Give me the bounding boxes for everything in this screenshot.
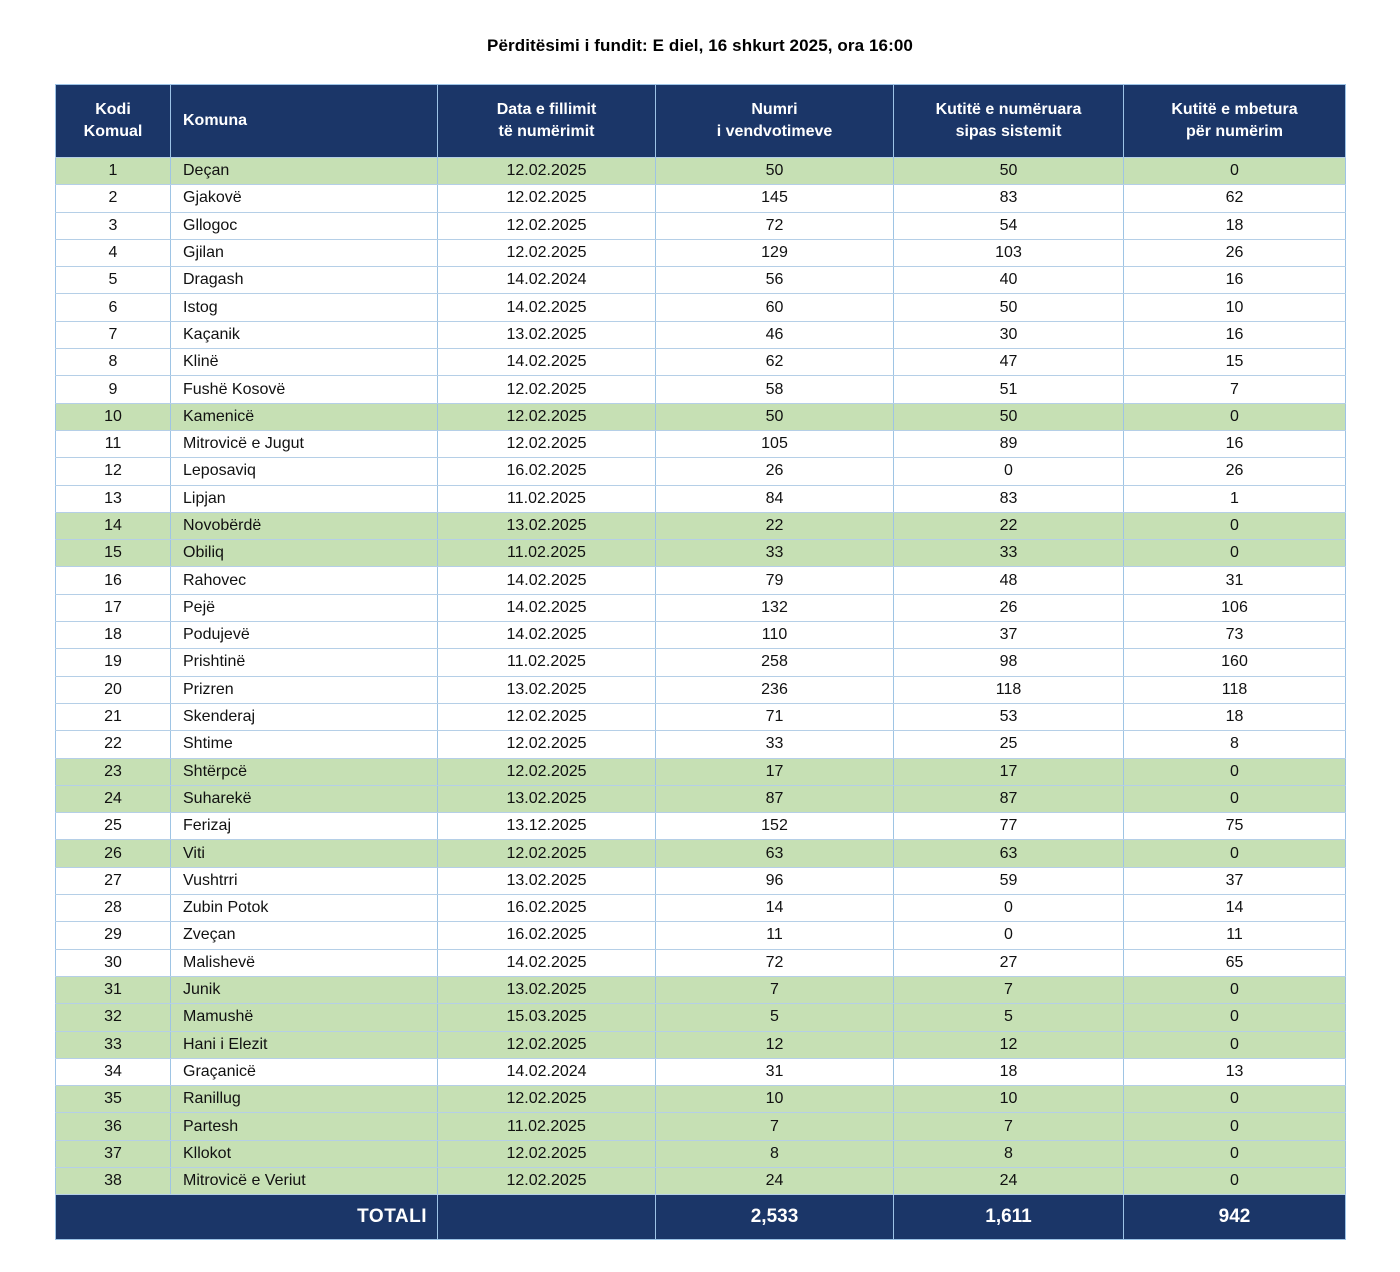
boxes-counted-count: 30 [894,321,1124,348]
polling-stations-count: 110 [656,622,894,649]
polling-stations-count: 50 [656,403,894,430]
boxes-remaining-count: 10 [1124,294,1346,321]
polling-stations-count: 132 [656,594,894,621]
municipality-name: Shtërpcë [171,758,438,785]
header-start-date [438,85,656,158]
municipality-name: Shtime [171,731,438,758]
boxes-counted-count: 63 [894,840,1124,867]
count-start-date: 13.02.2025 [438,976,656,1003]
polling-stations-count: 63 [656,840,894,867]
count-start-date: 12.02.2025 [438,731,656,758]
table-row [56,1031,1346,1058]
boxes-remaining-count: 18 [1124,212,1346,239]
boxes-counted-count: 7 [894,1113,1124,1140]
polling-stations-count: 62 [656,349,894,376]
boxes-counted-count: 53 [894,703,1124,730]
boxes-remaining-count: 0 [1124,1086,1346,1113]
boxes-counted-count: 17 [894,758,1124,785]
polling-stations-count: 71 [656,703,894,730]
header-line: Komuna [183,112,247,130]
count-start-date: 14.02.2025 [438,949,656,976]
table-row [56,731,1346,758]
header-line: të numërimit [498,123,595,140]
municipality-code: 6 [56,294,171,321]
polling-stations-count: 236 [656,676,894,703]
boxes-counted-count: 0 [894,895,1124,922]
boxes-counted-count: 77 [894,813,1124,840]
municipality-code: 17 [56,594,171,621]
polling-stations-count: 14 [656,895,894,922]
counting-results-table [55,84,1346,1240]
totals-boxes-counted: 1,611 [894,1195,1124,1240]
polling-stations-count: 58 [656,376,894,403]
polling-stations-count: 17 [656,758,894,785]
table-row [56,785,1346,812]
boxes-remaining-count: 118 [1124,676,1346,703]
polling-stations-count: 145 [656,185,894,212]
municipality-name: Dragash [171,267,438,294]
municipality-name: Prizren [171,676,438,703]
boxes-remaining-count: 0 [1124,976,1346,1003]
table-row [56,867,1346,894]
table-row [56,813,1346,840]
count-start-date: 12.02.2025 [438,212,656,239]
header-polling-stations [656,85,894,158]
polling-stations-count: 56 [656,267,894,294]
boxes-remaining-count: 7 [1124,376,1346,403]
polling-stations-count: 60 [656,294,894,321]
table-row [56,1140,1346,1167]
boxes-remaining-count: 0 [1124,785,1346,812]
table-row [56,649,1346,676]
municipality-code: 8 [56,349,171,376]
municipality-code: 14 [56,512,171,539]
boxes-counted-count: 0 [894,922,1124,949]
boxes-remaining-count: 0 [1124,512,1346,539]
table-row [56,158,1346,185]
boxes-counted-count: 5 [894,1004,1124,1031]
boxes-counted-count: 22 [894,512,1124,539]
count-start-date: 14.02.2025 [438,349,656,376]
municipality-code: 5 [56,267,171,294]
municipality-code: 11 [56,430,171,457]
municipality-name: Deçan [171,158,438,185]
municipality-name: Leposaviq [171,458,438,485]
polling-stations-count: 72 [656,949,894,976]
page-title: Përditësimi i fundit: E diel, 16 shkurt 2025, ora 16:00 [487,36,913,55]
polling-stations-count: 33 [656,731,894,758]
count-start-date: 16.02.2025 [438,895,656,922]
boxes-remaining-count: 16 [1124,267,1346,294]
count-start-date: 13.02.2025 [438,676,656,703]
boxes-counted-count: 118 [894,676,1124,703]
table-row [56,267,1346,294]
municipality-name: Suharekë [171,785,438,812]
boxes-counted-count: 33 [894,540,1124,567]
table-row [56,1058,1346,1085]
table-row [56,430,1346,457]
boxes-remaining-count: 1 [1124,485,1346,512]
municipality-name: Pejë [171,594,438,621]
boxes-counted-count: 59 [894,867,1124,894]
polling-stations-count: 5 [656,1004,894,1031]
table-row [56,403,1346,430]
municipality-name: Ferizaj [171,813,438,840]
municipality-code: 26 [56,840,171,867]
boxes-remaining-count: 14 [1124,895,1346,922]
municipality-code: 19 [56,649,171,676]
boxes-remaining-count: 16 [1124,430,1346,457]
count-start-date: 12.02.2025 [438,1167,656,1194]
municipality-code: 31 [56,976,171,1003]
boxes-counted-count: 50 [894,158,1124,185]
boxes-remaining-count: 0 [1124,1140,1346,1167]
table-row [56,540,1346,567]
totals-boxes-remaining: 942 [1124,1195,1346,1240]
municipality-name: Junik [171,976,438,1003]
polling-stations-count: 129 [656,239,894,266]
count-start-date: 11.02.2025 [438,1113,656,1140]
boxes-counted-count: 24 [894,1167,1124,1194]
header-boxes-counted [894,85,1124,158]
count-start-date: 12.02.2025 [438,703,656,730]
municipality-code: 15 [56,540,171,567]
boxes-counted-count: 25 [894,731,1124,758]
boxes-remaining-count: 0 [1124,403,1346,430]
polling-stations-count: 33 [656,540,894,567]
polling-stations-count: 46 [656,321,894,348]
polling-stations-count: 7 [656,976,894,1003]
table-body [56,158,1346,1195]
municipality-code: 34 [56,1058,171,1085]
boxes-counted-count: 50 [894,294,1124,321]
municipality-name: Podujevë [171,622,438,649]
polling-stations-count: 11 [656,922,894,949]
polling-stations-count: 8 [656,1140,894,1167]
municipality-name: Kllokot [171,1140,438,1167]
count-start-date: 14.02.2025 [438,294,656,321]
municipality-code: 16 [56,567,171,594]
boxes-counted-count: 37 [894,622,1124,649]
polling-stations-count: 12 [656,1031,894,1058]
municipality-name: Zubin Potok [171,895,438,922]
table-row [56,212,1346,239]
count-start-date: 12.02.2025 [438,430,656,457]
table-row [56,512,1346,539]
municipality-name: Mitrovicë e Jugut [171,430,438,457]
count-start-date: 13.02.2025 [438,512,656,539]
count-start-date: 14.02.2024 [438,267,656,294]
header-boxes-remaining [1124,85,1346,158]
municipality-code: 29 [56,922,171,949]
boxes-remaining-count: 37 [1124,867,1346,894]
count-start-date: 16.02.2025 [438,922,656,949]
boxes-counted-count: 50 [894,403,1124,430]
count-start-date: 12.02.2025 [438,1086,656,1113]
table-row [56,239,1346,266]
header-line: Komual [83,123,143,140]
municipality-code: 36 [56,1113,171,1140]
polling-stations-count: 79 [656,567,894,594]
totals-row [56,1195,1346,1240]
count-start-date: 12.02.2025 [438,1140,656,1167]
municipality-code: 23 [56,758,171,785]
table-row [56,949,1346,976]
count-start-date: 14.02.2025 [438,567,656,594]
polling-stations-count: 24 [656,1167,894,1194]
table-row [56,485,1346,512]
count-start-date: 12.02.2025 [438,1031,656,1058]
count-start-date: 11.02.2025 [438,540,656,567]
count-start-date: 13.02.2025 [438,321,656,348]
boxes-counted-count: 7 [894,976,1124,1003]
count-start-date: 13.02.2025 [438,785,656,812]
boxes-remaining-count: 26 [1124,239,1346,266]
table-row [56,185,1346,212]
municipality-name: Lipjan [171,485,438,512]
boxes-remaining-count: 11 [1124,922,1346,949]
municipality-name: Gjilan [171,239,438,266]
table-row [56,567,1346,594]
municipality-name: Novobërdë [171,512,438,539]
boxes-remaining-count: 0 [1124,1167,1346,1194]
boxes-counted-count: 103 [894,239,1124,266]
boxes-counted-count: 40 [894,267,1124,294]
boxes-counted-count: 10 [894,1086,1124,1113]
boxes-counted-count: 0 [894,458,1124,485]
boxes-remaining-count: 75 [1124,813,1346,840]
table-row [56,376,1346,403]
table-row [56,622,1346,649]
boxes-counted-count: 51 [894,376,1124,403]
header-line: Numri [751,101,798,119]
boxes-remaining-count: 0 [1124,1004,1346,1031]
polling-stations-count: 72 [656,212,894,239]
header-line: Kodi [95,101,131,119]
header-line: Kutitë e numëruara [935,101,1082,119]
count-start-date: 14.02.2025 [438,622,656,649]
count-start-date: 12.02.2025 [438,158,656,185]
table-row [56,1167,1346,1194]
municipality-name: Zveçan [171,922,438,949]
municipality-name: Kamenicë [171,403,438,430]
totals-empty-cell [438,1195,656,1240]
boxes-counted-count: 83 [894,485,1124,512]
municipality-code: 2 [56,185,171,212]
table-row [56,321,1346,348]
polling-stations-count: 87 [656,785,894,812]
boxes-remaining-count: 8 [1124,731,1346,758]
count-start-date: 15.03.2025 [438,1004,656,1031]
header-line: Data e fillimit [496,101,597,119]
municipality-name: Obiliq [171,540,438,567]
boxes-remaining-count: 26 [1124,458,1346,485]
boxes-remaining-count: 0 [1124,840,1346,867]
boxes-remaining-count: 0 [1124,540,1346,567]
boxes-remaining-count: 16 [1124,321,1346,348]
municipality-name: Graçanicë [171,1058,438,1085]
header-line: sipas sistemit [955,123,1062,140]
count-start-date: 12.02.2025 [438,840,656,867]
municipality-code: 38 [56,1167,171,1194]
table-row [56,895,1346,922]
municipality-code: 28 [56,895,171,922]
boxes-remaining-count: 15 [1124,349,1346,376]
municipality-code: 3 [56,212,171,239]
count-start-date: 14.02.2025 [438,594,656,621]
boxes-counted-count: 87 [894,785,1124,812]
header-line: i vendvotimeve [716,123,833,140]
table-row [56,349,1346,376]
table-row [56,458,1346,485]
municipality-code: 32 [56,1004,171,1031]
boxes-counted-count: 47 [894,349,1124,376]
boxes-remaining-count: 73 [1124,622,1346,649]
polling-stations-count: 10 [656,1086,894,1113]
polling-stations-count: 22 [656,512,894,539]
municipality-code: 20 [56,676,171,703]
municipality-name: Istog [171,294,438,321]
count-start-date: 14.02.2024 [438,1058,656,1085]
municipality-name: Prishtinë [171,649,438,676]
municipality-code: 30 [56,949,171,976]
count-start-date: 13.02.2025 [438,867,656,894]
municipality-code: 27 [56,867,171,894]
table-row [56,676,1346,703]
boxes-counted-count: 18 [894,1058,1124,1085]
header-row [56,85,1346,158]
boxes-counted-count: 48 [894,567,1124,594]
municipality-name: Malishevë [171,949,438,976]
municipality-code: 37 [56,1140,171,1167]
header-municipality [171,85,438,158]
boxes-remaining-count: 160 [1124,649,1346,676]
table-row [56,922,1346,949]
count-start-date: 12.02.2025 [438,185,656,212]
municipality-code: 25 [56,813,171,840]
boxes-remaining-count: 106 [1124,594,1346,621]
municipality-name: Kaçanik [171,321,438,348]
municipality-name: Skenderaj [171,703,438,730]
municipality-code: 24 [56,785,171,812]
municipality-code: 13 [56,485,171,512]
table-row [56,840,1346,867]
municipality-name: Fushë Kosovë [171,376,438,403]
municipality-code: 9 [56,376,171,403]
boxes-remaining-count: 65 [1124,949,1346,976]
municipality-code: 12 [56,458,171,485]
municipality-code: 35 [56,1086,171,1113]
municipality-code: 1 [56,158,171,185]
table-row [56,976,1346,1003]
municipality-code: 4 [56,239,171,266]
boxes-counted-count: 83 [894,185,1124,212]
count-start-date: 12.02.2025 [438,403,656,430]
municipality-name: Mitrovicë e Veriut [171,1167,438,1194]
count-start-date: 13.12.2025 [438,813,656,840]
polling-stations-count: 31 [656,1058,894,1085]
municipality-name: Rahovec [171,567,438,594]
boxes-remaining-count: 13 [1124,1058,1346,1085]
municipality-code: 21 [56,703,171,730]
municipality-name: Ranillug [171,1086,438,1113]
table-row [56,594,1346,621]
municipality-code: 10 [56,403,171,430]
count-start-date: 12.02.2025 [438,239,656,266]
boxes-counted-count: 98 [894,649,1124,676]
municipality-name: Klinë [171,349,438,376]
count-start-date: 12.02.2025 [438,758,656,785]
header-municipal-code [56,85,171,158]
polling-stations-count: 96 [656,867,894,894]
boxes-counted-count: 8 [894,1140,1124,1167]
boxes-remaining-count: 62 [1124,185,1346,212]
table-row [56,1004,1346,1031]
table-row [56,703,1346,730]
boxes-remaining-count: 0 [1124,158,1346,185]
municipality-name: Gjakovë [171,185,438,212]
boxes-remaining-count: 0 [1124,758,1346,785]
header-line: për numërim [1186,123,1283,140]
municipality-code: 22 [56,731,171,758]
municipality-name: Gllogoc [171,212,438,239]
municipality-name: Hani i Elezit [171,1031,438,1058]
municipality-code: 33 [56,1031,171,1058]
count-start-date: 16.02.2025 [438,458,656,485]
polling-stations-count: 105 [656,430,894,457]
municipality-name: Viti [171,840,438,867]
polling-stations-count: 50 [656,158,894,185]
totals-label: TOTALI [56,1195,438,1240]
polling-stations-count: 26 [656,458,894,485]
municipality-code: 7 [56,321,171,348]
boxes-counted-count: 12 [894,1031,1124,1058]
boxes-counted-count: 26 [894,594,1124,621]
municipality-name: Mamushë [171,1004,438,1031]
boxes-counted-count: 54 [894,212,1124,239]
count-start-date: 11.02.2025 [438,485,656,512]
table-row [56,758,1346,785]
polling-stations-count: 152 [656,813,894,840]
boxes-remaining-count: 0 [1124,1031,1346,1058]
boxes-counted-count: 89 [894,430,1124,457]
boxes-remaining-count: 18 [1124,703,1346,730]
table-row [56,1113,1346,1140]
count-start-date: 11.02.2025 [438,649,656,676]
header-line: Kutitë e mbetura [1171,101,1298,119]
polling-stations-count: 7 [656,1113,894,1140]
boxes-remaining-count: 0 [1124,1113,1346,1140]
boxes-counted-count: 27 [894,949,1124,976]
count-start-date: 12.02.2025 [438,376,656,403]
municipality-name: Partesh [171,1113,438,1140]
table-row [56,1086,1346,1113]
municipality-name: Vushtrri [171,867,438,894]
boxes-remaining-count: 31 [1124,567,1346,594]
polling-stations-count: 258 [656,649,894,676]
polling-stations-count: 84 [656,485,894,512]
table-row [56,294,1346,321]
totals-polling-stations: 2,533 [656,1195,894,1240]
municipality-code: 18 [56,622,171,649]
